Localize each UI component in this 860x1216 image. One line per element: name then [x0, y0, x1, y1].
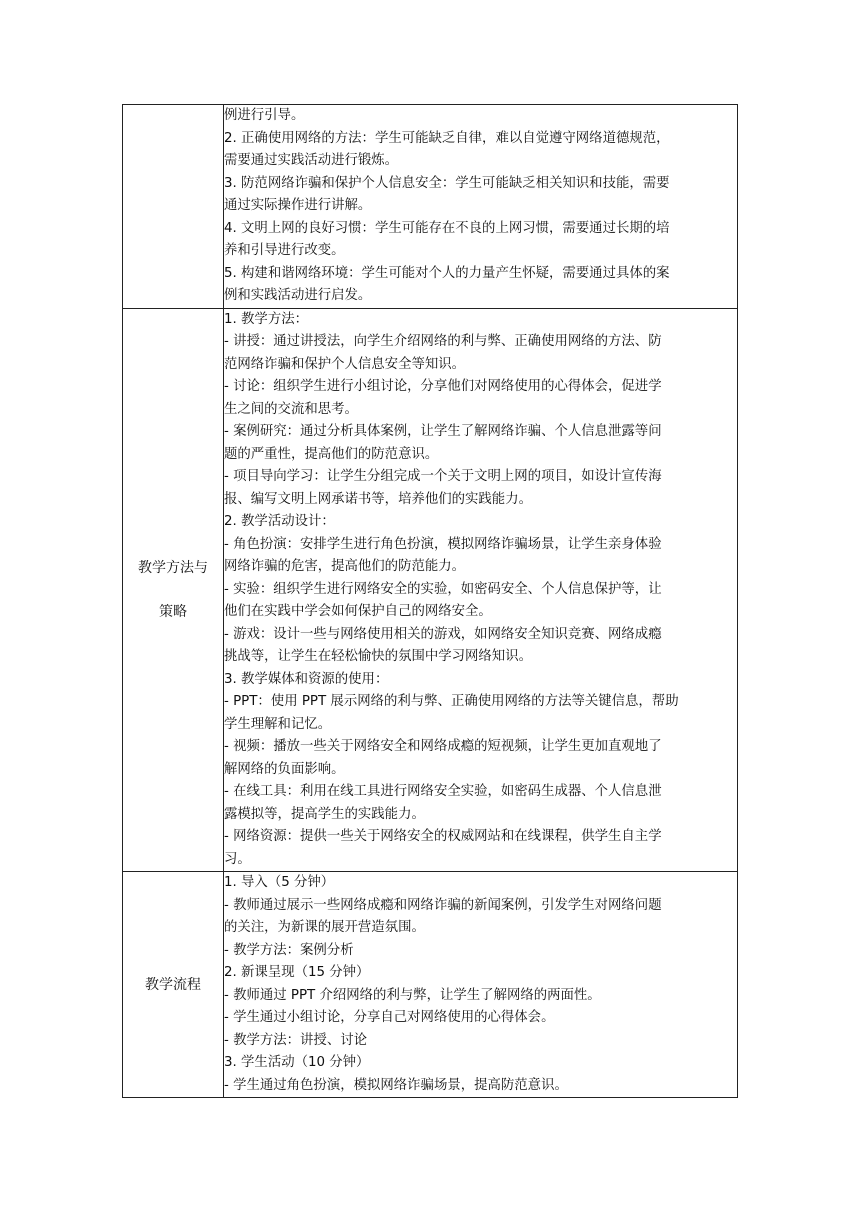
row-label-process — [123, 872, 224, 1098]
content-line: - 案例研究：通过分析具体案例，让学生了解网络诈骗、个人信息泄露等问 — [224, 424, 662, 439]
row-content-student-analysis — [224, 105, 738, 309]
content-line: - 教师通过 PPT 介绍网络的利与弊，让学生了解网络的两面性。 — [224, 987, 601, 1003]
content-line: 通过实际操作进行讲解。 — [224, 198, 372, 213]
row-content-methods — [224, 308, 738, 872]
content-line: - 讲授：通过讲授法，向学生介绍网络的利与弊、正确使用网络的方法、防 — [224, 334, 662, 349]
lesson-plan-table — [122, 104, 738, 1098]
content-line: 1. 导入（5 分钟） — [224, 875, 335, 890]
table-row-process — [123, 872, 738, 1098]
content-line: - 学生通过小组讨论，分享自己对网络使用的心得体会。 — [224, 1010, 555, 1025]
content-line: 题的严重性，提高他们的防范意识。 — [224, 446, 439, 462]
content-line: - 学生通过角色扮演，模拟网络诈骗场景，提高防范意识。 — [224, 1077, 568, 1093]
content-line: 范网络诈骗和保护个人信息安全等知识。 — [224, 356, 466, 372]
table-row-student-analysis — [123, 105, 738, 309]
content-line: - 实验：组织学生进行网络安全的实验，如密码安全、个人信息保护等，让 — [224, 581, 662, 597]
content-line: 养和引导进行改变。 — [224, 243, 345, 258]
content-line: 例和实践活动进行启发。 — [224, 288, 372, 303]
content-line: 需要通过实践活动进行锻炼。 — [224, 153, 399, 168]
content-line: - 讨论：组织学生进行小组讨论，分享他们对网络使用的心得体会，促进学 — [224, 379, 662, 394]
content-line: 习。 — [224, 851, 251, 867]
content-line: 生之间的交流和思考。 — [224, 401, 358, 417]
content-line: 报、编写文明上网承诺书等，培养他们的实践能力。 — [224, 491, 532, 507]
row-label-methods — [123, 308, 224, 872]
content-line: 学生理解和记忆。 — [224, 716, 332, 732]
content-line: - 在线工具：利用在线工具进行网络安全实验，如密码生成器、个人信息泄 — [224, 784, 662, 799]
content-line: - 教学方法：讲授、讨论 — [224, 1032, 367, 1048]
content-line: 2. 教学活动设计： — [224, 514, 335, 529]
row-label-empty — [123, 105, 224, 309]
content-line: 解网络的负面影响。 — [224, 761, 345, 777]
content-line: 挑战等，让学生在轻松愉快的氛围中学习网络知识。 — [224, 649, 532, 664]
content-line: 3. 学生活动（10 分钟） — [224, 1055, 370, 1070]
content-line: 3. 教学媒体和资源的使用： — [224, 671, 389, 687]
content-line: 2. 正确使用网络的方法：学生可能缺乏自律，难以自觉遵守网络道德规范， — [224, 130, 670, 146]
content-line: 露模拟等，提高学生的实践能力。 — [224, 806, 425, 822]
content-line: - 网络资源：提供一些关于网络安全的权威网站和在线课程，供学生自主学 — [224, 829, 662, 844]
content-line: 5. 构建和谐网络环境：学生可能对个人的力量产生怀疑，需要通过具体的案 — [224, 265, 670, 281]
content-line: 1. 教学方法： — [224, 311, 308, 327]
row-label-line: 策略 — [159, 603, 187, 620]
row-label-line: 教学方法与 — [138, 559, 208, 576]
content-line: - 教师通过展示一些网络成瘾和网络诈骗的新闻案例，引发学生对网络问题 — [224, 897, 662, 913]
table-row-methods — [123, 308, 738, 872]
row-label-line: 教学流程 — [145, 976, 201, 993]
content-line: 3. 防范网络诈骗和保护个人信息安全：学生可能缺乏相关知识和技能，需要 — [224, 175, 670, 191]
content-line: - 游戏：设计一些与网络使用相关的游戏，如网络安全知识竞赛、网络成瘾 — [224, 626, 662, 642]
content-line: 2. 新课呈现（15 分钟） — [224, 965, 370, 980]
content-line: - 视频：播放一些关于网络安全和网络成瘾的短视频，让学生更加直观地了 — [224, 739, 662, 754]
content-line: - 角色扮演：安排学生进行角色扮演，模拟网络诈骗场景，让学生亲身体验 — [224, 536, 662, 552]
content-line: 的关注，为新课的展开营造氛围。 — [224, 920, 425, 935]
content-line: 4. 文明上网的良好习惯：学生可能存在不良的上网习惯，需要通过长期的培 — [224, 220, 670, 236]
content-line: - 教学方法：案例分析 — [224, 942, 354, 958]
content-line: 他们在实践中学会如何保护自己的网络安全。 — [224, 604, 492, 619]
content-line: 网络诈骗的危害，提高他们的防范能力。 — [224, 559, 466, 574]
content-line: 例进行引导。 — [224, 108, 305, 123]
row-content-process — [224, 872, 738, 1098]
content-line: - 项目导向学习：让学生分组完成一个关于文明上网的项目，如设计宣传海 — [224, 469, 662, 484]
content-line: - PPT：使用 PPT 展示网络的利与弊、正确使用网络的方法等关键信息，帮助 — [224, 694, 679, 709]
